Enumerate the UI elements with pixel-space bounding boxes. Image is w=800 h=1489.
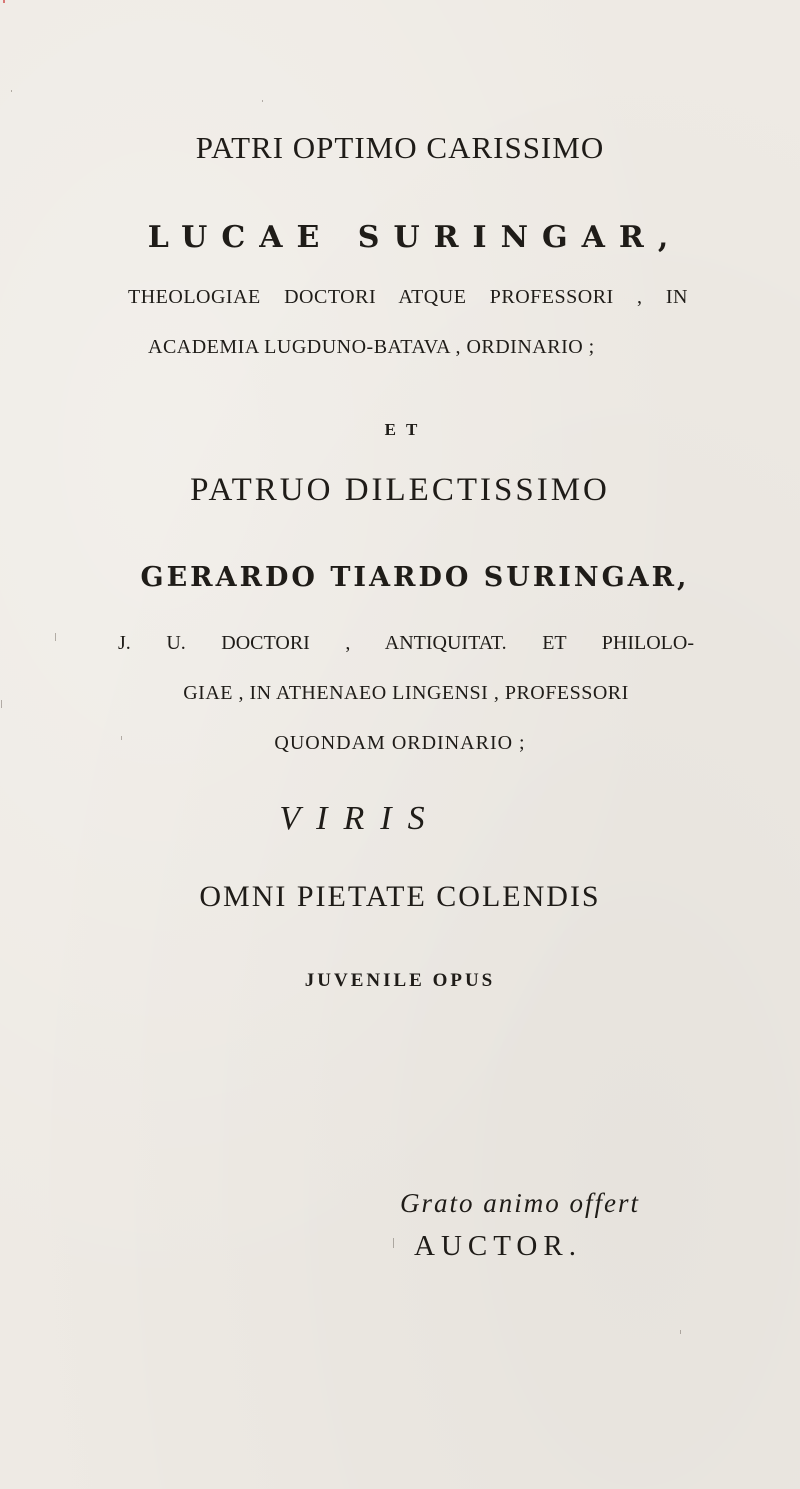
uncle-title-line-3: QUONDAM ORDINARIO ; <box>274 732 526 754</box>
conjunction-et: ET <box>384 420 428 439</box>
father-name: LUCAE SURINGAR, <box>147 220 683 255</box>
paper-speck <box>680 1330 681 1334</box>
juvenile-opus-line: JUVENILE OPUS <box>304 970 496 991</box>
dedication-heading: PATRI OPTIMO CARISSIMO <box>195 130 605 165</box>
uncle-title-line-2: GIAE , IN ATHENAEO LINGENSI , PROFESSORI <box>183 682 629 704</box>
paper-speck <box>55 633 56 641</box>
paper-speck <box>3 0 5 3</box>
paper-speck <box>11 90 12 92</box>
paper-speck <box>121 736 122 740</box>
paper-speck <box>393 1238 394 1248</box>
paper-speck <box>1 700 2 708</box>
uncle-heading: PATRUO DILECTISSIMO <box>190 472 610 508</box>
viris-heading: VIRIS <box>279 800 441 837</box>
grato-animo-line: Grato animo offert <box>400 1188 641 1218</box>
paper-speck <box>262 100 263 102</box>
father-title-line-2: ACADEMIA LUGDUNO-BATAVA , ORDINARIO ; <box>148 336 595 358</box>
uncle-title-line-1: J. U. DOCTORI , ANTIQUITAT. ET PHILOLO- <box>118 632 694 654</box>
uncle-name: GERARDO TIARDO SURINGAR, <box>140 562 690 593</box>
auctor-signature: AUCTOR. <box>414 1230 582 1262</box>
father-title-line-1: THEOLOGIAE DOCTORI ATQUE PROFESSORI , IN <box>128 286 688 308</box>
omni-pietate-line: OMNI PIETATE COLENDIS <box>199 880 601 913</box>
